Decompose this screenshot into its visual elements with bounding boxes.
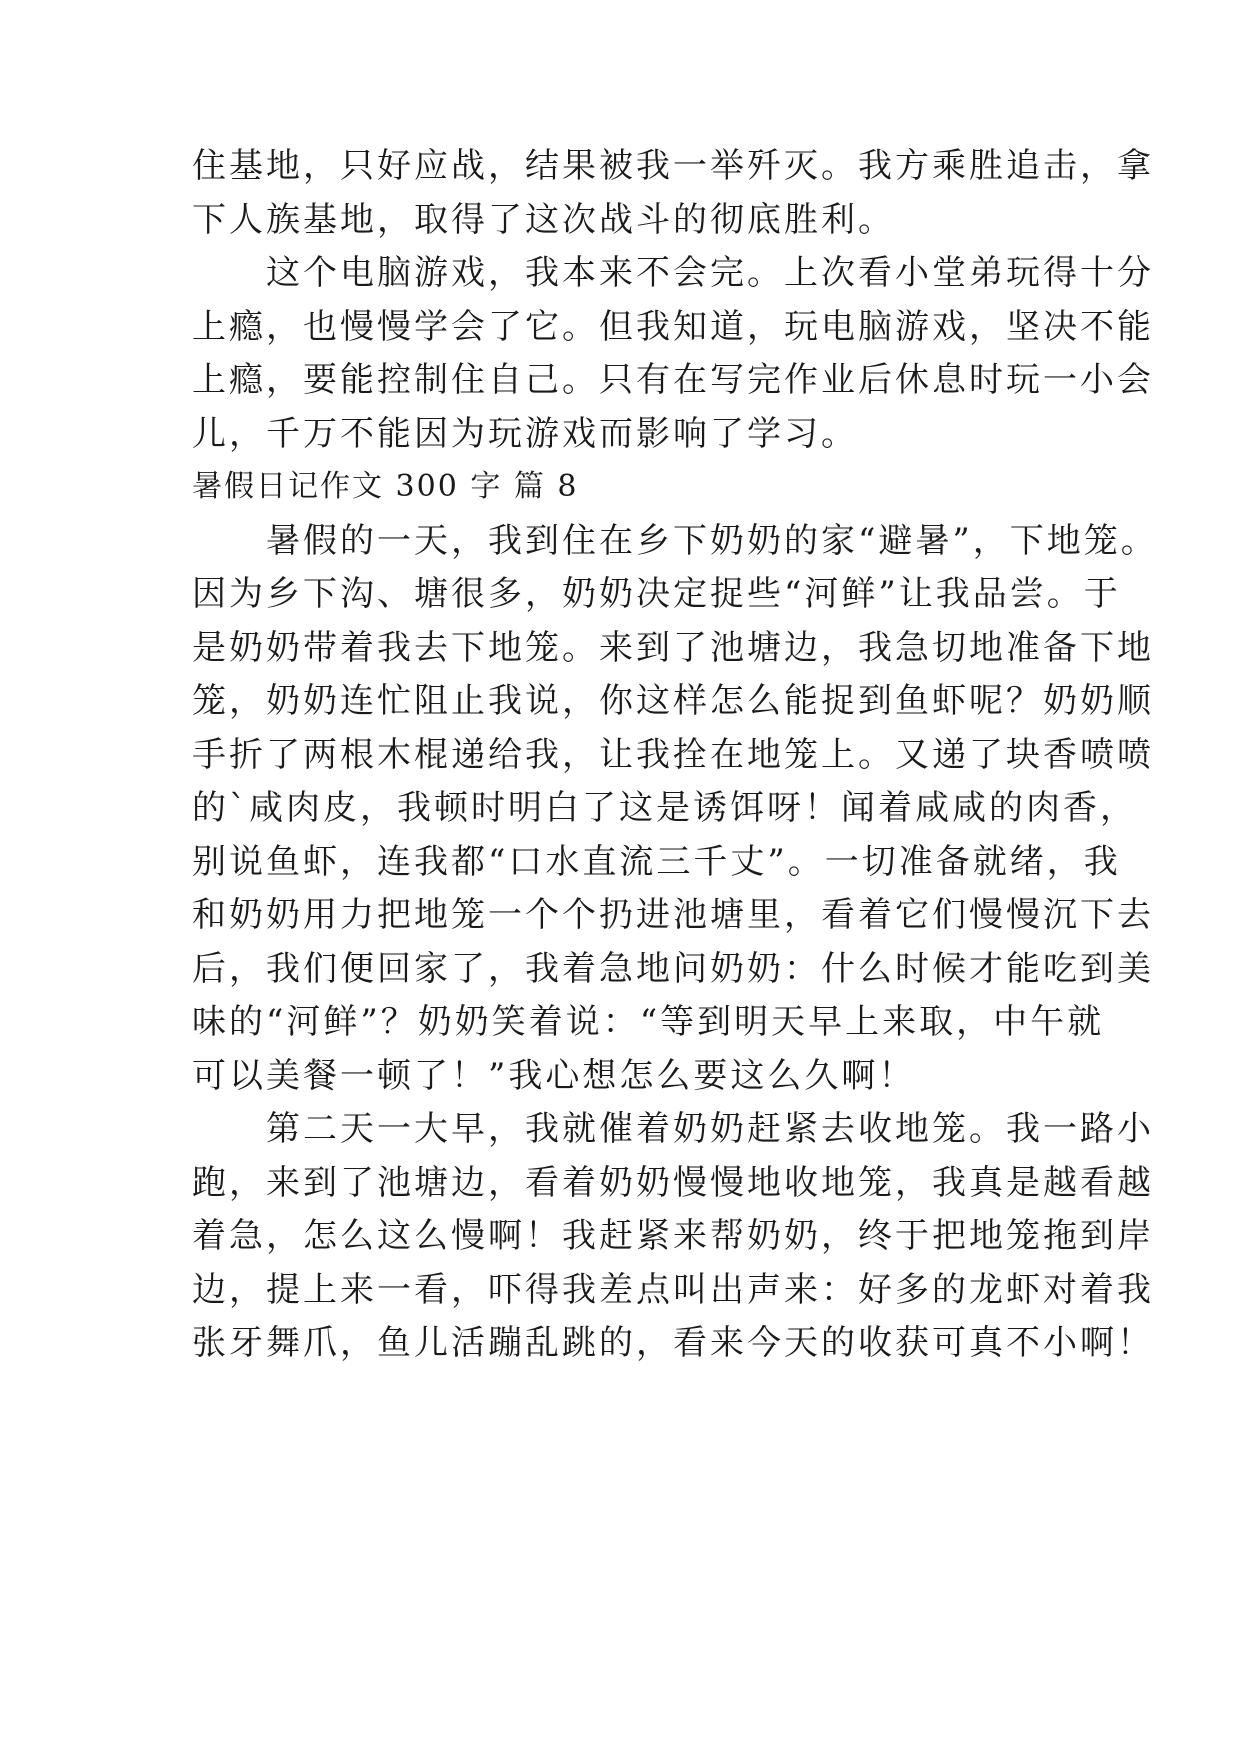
text-line: 张牙舞爪，鱼儿活蹦乱跳的，看来今天的收获可真不小啊！ <box>192 1323 1154 1363</box>
text-line: 上瘾，要能控制住自己。只有在写完作业后休息时玩一小会 <box>192 360 1154 400</box>
text-line: 这个电脑游戏，我本来不会完。上次看小堂弟玩得十分 <box>192 253 1154 293</box>
text-line: 着急，怎么这么慢啊！我赶紧来帮奶奶，终于把地笼拖到岸 <box>192 1216 1154 1256</box>
text-line: 笼，奶奶连忙阻止我说，你这样怎么能捉到鱼虾呢？奶奶顺 <box>192 681 1154 721</box>
text-line: 可以美餐一顿了！”我心想怎么要这么久啊！ <box>192 1056 916 1096</box>
text-line: 味的“河鲜”？奶奶笑着说：“等到明天早上来取，中午就 <box>192 1002 1105 1042</box>
text-line: 暑假的一天，我到住在乡下奶奶的家“避暑”，下地笼。 <box>192 521 1158 561</box>
text-line: 的`咸肉皮，我顿时明白了这是诱饵呀！闻着咸咸的肉香， <box>192 788 1137 828</box>
section-heading: 暑假日记作文 300 字 篇 8 <box>192 469 579 504</box>
text-line: 是奶奶带着我去下地笼。来到了池塘边，我急切地准备下地 <box>192 628 1154 668</box>
text-line: 住基地，只好应战，结果被我一举歼灭。我方乘胜追击，拿 <box>192 146 1154 186</box>
text-line: 别说鱼虾，连我都“口水直流三千丈”。一切准备就绪，我 <box>192 842 1121 882</box>
text-line: 和奶奶用力把地笼一个个扔进池塘里，看着它们慢慢沉下去 <box>192 895 1154 935</box>
text-line: 第二天一大早，我就催着奶奶赶紧去收地笼。我一路小 <box>192 1109 1154 1149</box>
text-line: 边，提上来一看，吓得我差点叫出声来：好多的龙虾对着我 <box>192 1270 1154 1310</box>
text-line: 后，我们便回家了，我着急地问奶奶：什么时候才能吃到美 <box>192 949 1154 989</box>
text-line: 儿，千万不能因为玩游戏而影响了学习。 <box>192 414 858 454</box>
text-line: 跑，来到了池塘边，看着奶奶慢慢地收地笼，我真是越看越 <box>192 1163 1154 1203</box>
text-line: 上瘾，也慢慢学会了它。但我知道，玩电脑游戏，坚决不能 <box>192 307 1154 347</box>
text-line: 下人族基地，取得了这次战斗的彻底胜利。 <box>192 200 895 240</box>
text-line: 因为乡下沟、塘很多，奶奶决定捉些“河鲜”让我品尝。于 <box>192 574 1121 614</box>
text-line: 手折了两根木棍递给我，让我拴在地笼上。又递了块香喷喷 <box>192 735 1154 775</box>
